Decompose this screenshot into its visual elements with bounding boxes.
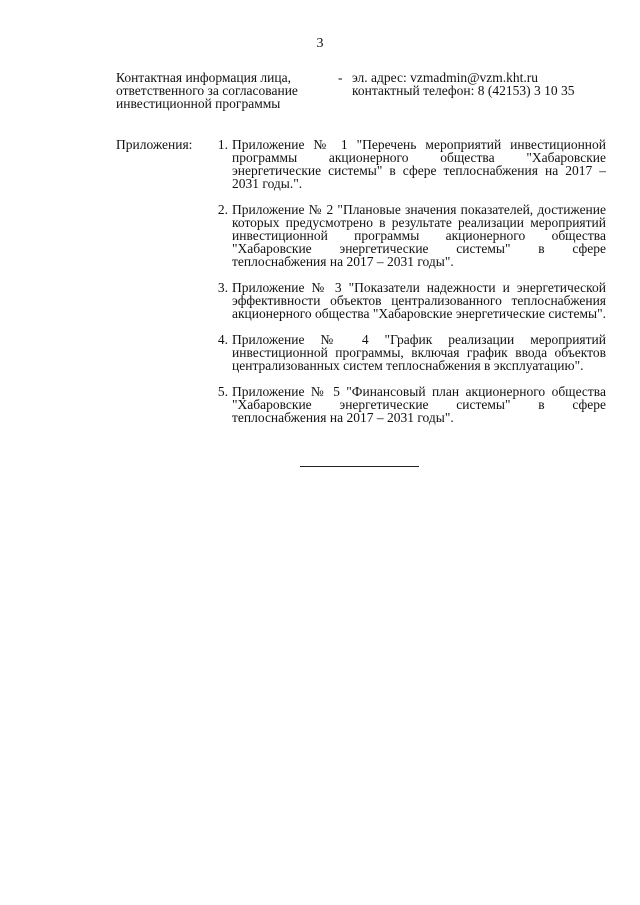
appendix-item-4 [212, 333, 606, 372]
contact-email: эл. адрес: vzmadmin@vzm.kht.ru [352, 70, 539, 85]
appendix-text: Приложение № 1 "Перечень мероприятий инвестиционной программы акционерного общества "Хабаровские энергетические системы" в сфере теплоснабжения на 2017 – 2031 годы.". [232, 137, 606, 191]
appendix-number: 3. [217, 280, 228, 295]
appendix-number: 1. [217, 137, 228, 152]
contact-dash: - [338, 70, 343, 85]
appendix-text: Приложение № 5 "Финансовый план акционерного общества "Хабаровские энергетические системы" в сфере теплоснабжения на 2017 – 2031 годы". [232, 384, 606, 425]
appendix-text: Приложение № 4 "График реализации мероприятий инвестиционной программы, включая график ввода объектов централизованных систем теплоснабжения в эксплуатацию". [232, 332, 606, 373]
appendices-list [212, 138, 606, 437]
contact-phone: контактный телефон: 8 (42153) 3 10 35 [352, 83, 575, 98]
appendix-text: Приложение № 2 "Плановые значения показателей, достижение которых предусмотрено в результате реализации мероприятий инвестиционной программы акционерного общества "Хабаровские энергетические системы" в сфере теплоснабжения на 2017 – 2031 годы". [232, 202, 606, 269]
end-divider-line [300, 466, 419, 467]
contact-label: Контактная информация лица, ответственного за согласование инвестиционной программы [116, 70, 298, 111]
appendix-number: 4. [217, 332, 228, 347]
appendix-number: 5. [217, 384, 228, 399]
appendix-item-1 [212, 138, 606, 190]
appendices-heading: Приложения: [116, 137, 193, 152]
appendix-item-5 [212, 385, 606, 424]
appendix-item-2 [212, 203, 606, 268]
page-number: 3 [316, 36, 324, 51]
contact-values [352, 71, 612, 97]
appendix-number: 2. [217, 202, 228, 217]
appendix-text: Приложение № 3 "Показатели надежности и энергетической эффективности объектов централизованного теплоснабжения акционерного общества "Хабаровские энергетические системы". [232, 280, 606, 321]
appendix-item-3 [212, 281, 606, 320]
